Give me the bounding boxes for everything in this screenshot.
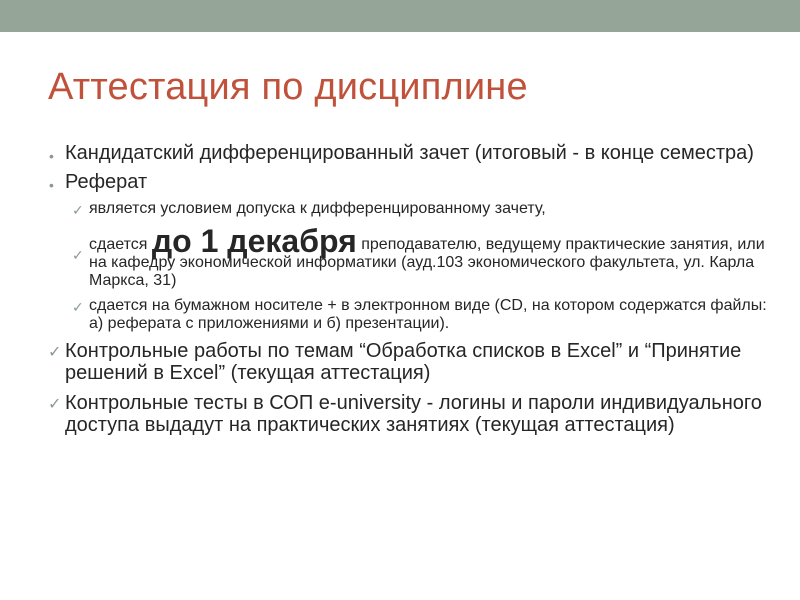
list-item-text: Контрольные работы по темам “Обработка списков в Excel” и “Принятие решений в Excel” (текущая аттестация) <box>65 340 742 384</box>
sub-list-item-text: сдается на бумажном носителе + в электронном виде (CD, на котором содержатся файлы: а) реферата с приложениями и б) презентации). <box>89 297 767 332</box>
sub-list-item <box>48 297 768 333</box>
top-accent-bar <box>0 0 800 32</box>
slide-body <box>48 142 768 444</box>
list-item-text: Реферат <box>65 171 148 193</box>
bullet-dot-icon: • <box>49 177 54 193</box>
list-item <box>48 392 768 436</box>
slide-title: Аттестация по дисциплине <box>48 66 528 108</box>
checkmark-icon: ✓ <box>72 202 84 218</box>
list-item <box>48 340 768 384</box>
list-item-text: Контрольные тесты в СОП e-university - логины и пароли индивидуального доступа выдадут на практических занятиях (текущая аттестация) <box>65 392 762 436</box>
sub-list-item <box>48 200 768 218</box>
checkmark-icon: ✓ <box>48 344 62 361</box>
sub-list-item-text: является условием допуска к дифференцированному зачету, <box>89 200 546 217</box>
checkmark-icon: ✓ <box>72 247 84 263</box>
checkmark-icon: ✓ <box>48 396 62 413</box>
sub-list-item-text-post: преподавателю, ведущему практические занятия, или на кафедру экономической информатики (ауд.103 экономического факультета, ул. Карла Маркса, 31) <box>89 236 765 289</box>
sub-list-item <box>48 223 768 290</box>
list-item-text: Кандидатский дифференцированный зачет (итоговый - в конце семестра) <box>65 142 754 164</box>
bullet-dot-icon: • <box>49 148 54 164</box>
list-item <box>48 171 768 193</box>
checkmark-icon: ✓ <box>72 299 84 315</box>
deadline-emphasis: до 1 декабря <box>151 223 357 259</box>
sub-list-item-text-pre: сдается <box>89 236 152 253</box>
list-item <box>48 142 768 164</box>
